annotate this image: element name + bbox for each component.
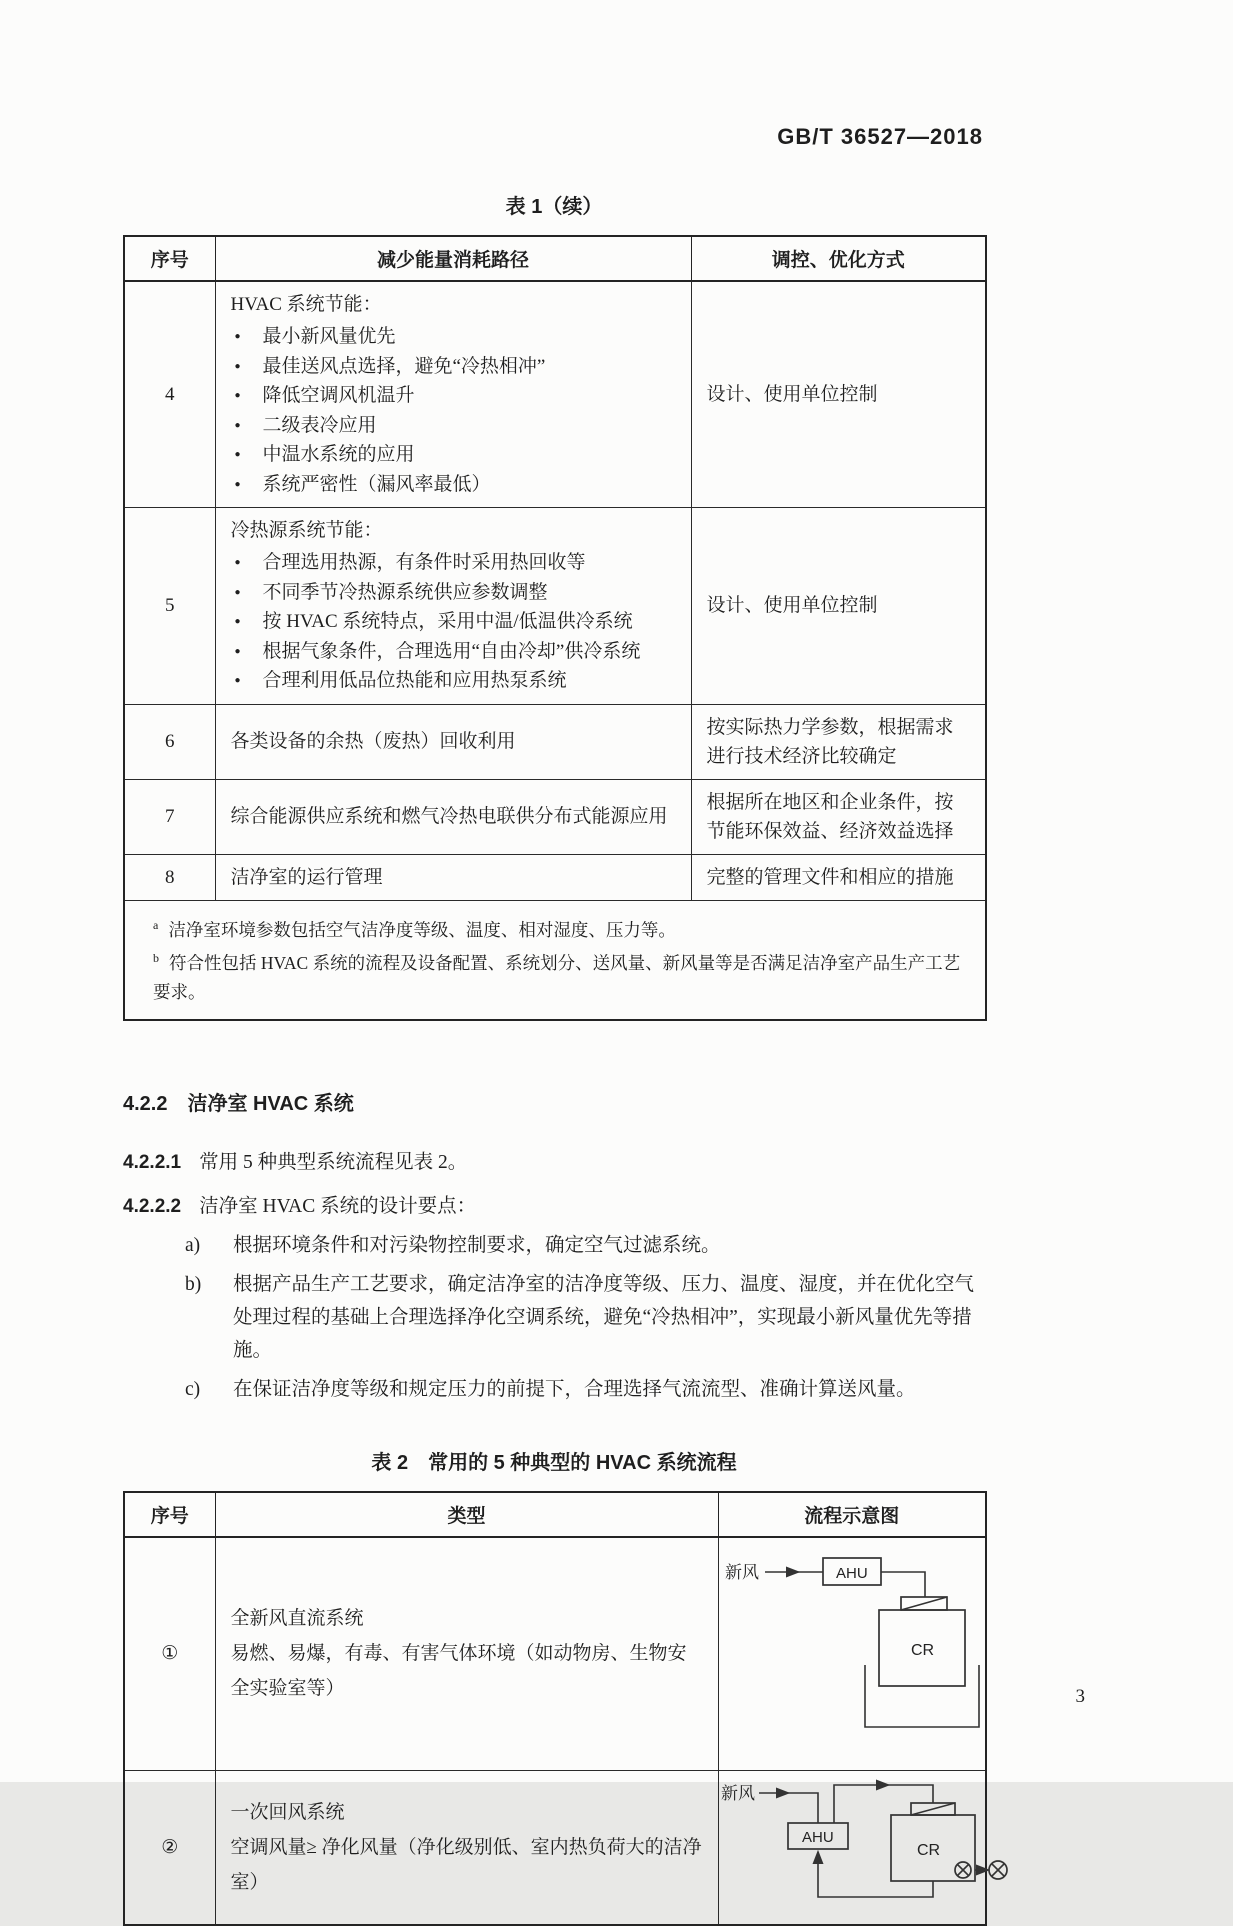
clause-4222 [123,1191,985,1223]
table2-header-row [124,1492,986,1537]
table2-header-num: 序号 [124,1492,215,1537]
table1-header-num: 序号 [124,236,215,281]
table-row [124,508,986,705]
clause-4222-number: 4.2.2.2 [123,1196,182,1218]
row5-control: 设计、使用单位控制 [691,508,986,705]
bullet-item: ● 不同季节冷热源系统供应参数调整 [231,578,676,608]
table-row [124,281,986,508]
row5-title: 冷热源系统节能： [230,520,383,541]
cleanroom-label: CR [910,1641,934,1659]
row8-control: 完整的管理文件和相应的措施 [691,854,986,900]
list-item-c [123,1373,985,1406]
row4-num: 4 [124,281,215,508]
footnote-a-text: 洁净室环境参数包括空气洁净度等级、温度、相对湿度、压力等。 [168,919,676,940]
row4-title: HVAC 系统节能： [230,294,382,315]
table2-header-diagram: 流程示意图 [718,1492,986,1537]
list-item-b [123,1268,985,1367]
row7-control: 根据所在地区和企业条件，按节能环保效益、经济效益选择 [691,779,986,854]
item-c-marker: c) [185,1379,201,1401]
item-a-marker: a) [185,1235,201,1257]
primary-return-air-system-diagram [721,1777,1013,1909]
bullet-item: ● 系统严密性（漏风率最低） [231,470,676,500]
t2row2-num: ② [124,1770,215,1925]
item-b-text: 根据产品生产工艺要求，确定洁净室的洁净度等级、压力、温度、湿度，并在优化空气处理过程的基础上合理选择净化空调系统，避免“冷热相冲”，实现最小新风量优先等措施。 [233,1274,975,1362]
cleanroom-label: CR [916,1841,940,1859]
section-422-number: 4.2.2 [123,1093,168,1116]
page-content [123,190,985,1926]
table1-header-path: 减少能量消耗路径 [215,236,691,281]
table-1 [123,235,987,1021]
section-422-heading [123,1087,985,1116]
t2row1-type-cell [215,1537,718,1770]
footnote-b-marker: b [153,951,159,966]
row5-bullet-list [231,548,676,696]
page-number: 3 [1075,1686,1085,1707]
table-2 [123,1491,987,1926]
t2row1-type-desc: 易燃、易爆，有毒、有害气体环境（如动物房、生物安全实验室等） [230,1643,687,1700]
bullet-item: ● 中温水系统的应用 [231,440,676,470]
bullet-item: ● 根据气象条件，合理选用“自由冷却”供冷系统 [231,637,676,667]
table1-footnotes-row [124,900,986,1020]
bullet-item: ● 二级表冷应用 [231,411,676,441]
t2row1-num: ① [124,1537,215,1770]
bullet-item: ● 降低空调风机温升 [231,381,676,411]
bullet-item: ● 最佳送风点选择，避免“冷热相冲” [231,352,676,382]
row8-path: 洁净室的运行管理 [215,854,691,900]
clause-4221-text: 常用 5 种典型系统流程见表 2。 [199,1152,468,1174]
t2row1-diagram-cell [718,1537,986,1770]
row8-num: 8 [124,854,215,900]
row5-num: 5 [124,508,215,705]
fresh-air-label: 新风 [720,1783,755,1803]
item-b-marker: b) [185,1274,202,1296]
table2-header-type: 类型 [215,1492,718,1537]
footnote-b [153,944,967,1007]
standard-number: GB/T 36527—2018 [777,124,983,149]
footnote-b-text: 符合性包括 HVAC 系统的流程及设备配置、系统划分、送风量、新风量等是否满足洁净室产品生产工艺要求。 [153,953,961,1003]
section-422-title: 洁净室 HVAC 系统 [187,1093,354,1116]
table1-title: 表 1（续） [505,196,603,218]
bullet-item: ● 合理选用热源，有条件时采用热回收等 [231,548,676,578]
full-fresh-air-system-diagram [723,1547,981,1752]
footnote-a [153,911,967,945]
bullet-item: ● 按 HVAC 系统特点，采用中温/低温供冷系统 [231,607,676,637]
table2-block [123,1446,985,1926]
table1-header-row [124,236,986,281]
row4-path-cell [215,281,691,508]
table-row [124,854,986,900]
bullet-item: ● 最小新风量优先 [231,322,676,352]
row4-bullet-list [231,322,676,499]
row6-control: 按实际热力学参数，根据需求进行技术经济比较确定 [691,704,986,779]
ahu-label: AHU [835,1564,868,1582]
bullet-item: ● 合理利用低品位热能和应用热泵系统 [231,666,676,696]
row7-path: 综合能源供应系统和燃气冷热电联供分布式能源应用 [215,779,691,854]
t2row1-type-name: 全新风直流系统 [230,1608,364,1630]
t2row2-type-name: 一次回风系统 [230,1801,345,1823]
footnote-a-marker: a [153,917,159,932]
list-item-a [123,1229,985,1262]
row6-path: 各类设备的余热（废热）回收利用 [215,704,691,779]
table1-header-control: 调控、优化方式 [691,236,986,281]
t2row2-diagram-cell [718,1770,986,1925]
row6-num: 6 [124,704,215,779]
t2row2-type-desc: 空调风量≥ 净化风量（净化级别低、室内热负荷大的洁净室） [230,1836,702,1893]
clause-4222-text: 洁净室 HVAC 系统的设计要点： [199,1196,477,1218]
t2row2-type-cell [215,1770,718,1925]
table-row [124,779,986,854]
table-row [124,1770,986,1925]
row7-num: 7 [124,779,215,854]
table2-title: 表 2 常用的 5 种典型的 HVAC 系统流程 [371,1452,737,1475]
fresh-air-label: 新风 [724,1562,759,1582]
table-row [124,704,986,779]
item-c-text: 在保证洁净度等级和规定压力的前提下，合理选择气流流型、准确计算送风量。 [233,1379,916,1401]
row4-control: 设计、使用单位控制 [691,281,986,508]
table1-footnotes-cell [124,900,986,1020]
ahu-label: AHU [801,1828,834,1846]
item-a-text: 根据环境条件和对污染物控制要求，确定空气过滤系统。 [233,1235,721,1257]
row5-path-cell [215,508,691,705]
table-row [124,1537,986,1770]
clause-4221 [123,1147,985,1179]
clause-4221-number: 4.2.2.1 [123,1152,182,1174]
